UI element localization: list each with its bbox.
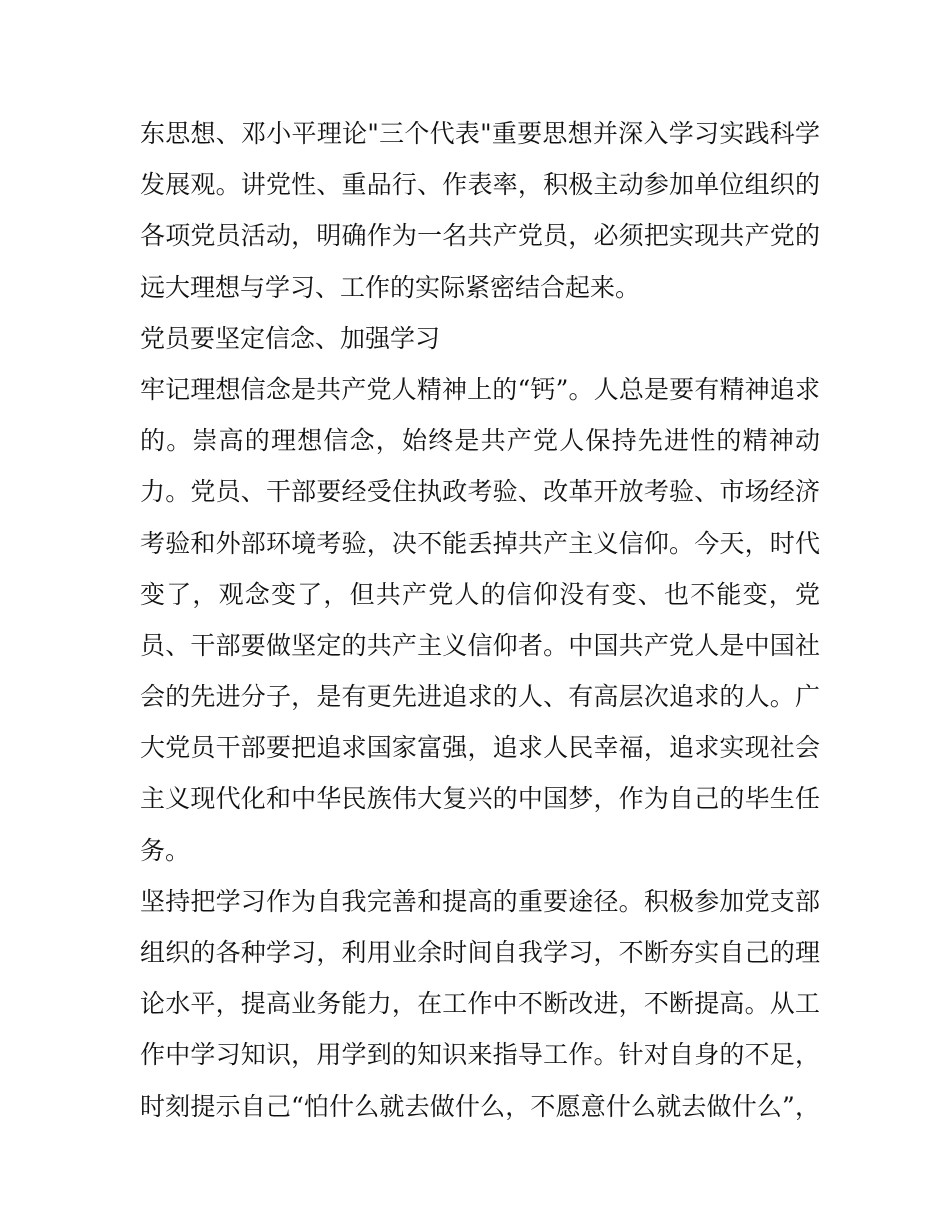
text-line: 牢记理想信念是共产党人精神上的“钙”。人总是要有精神追求 — [140, 374, 820, 404]
paragraph-3 — [140, 876, 820, 1132]
heading-text: 党员要坚定信念、加强学习 — [140, 323, 441, 353]
text-line: 主义现代化和中华民族伟大复兴的中国梦，作为自己的毕生任 — [140, 784, 820, 814]
text-line: 各项党员活动，明确作为一名共产党员，必须把实现共产党的 — [140, 221, 820, 251]
text-line: 变了，观念变了，但共产党人的信仰没有变、也不能变，党 — [140, 579, 820, 609]
text-line: 务。 — [140, 835, 191, 865]
text-line: 远大理想与学习、工作的实际紧密结合起来。 — [140, 272, 641, 302]
paragraph-1 — [140, 108, 820, 313]
text-line: 的。崇高的理想信念，始终是共产党人保持先进性的精神动 — [140, 426, 820, 456]
text-line: 力。党员、干部要经受住执政考验、改革开放考验、市场经济 — [140, 477, 820, 507]
document-body — [140, 108, 820, 1132]
text-line: 作中学习知识，用学到的知识来指导工作。针对自身的不足， — [140, 1040, 820, 1070]
text-line: 东思想、邓小平理论"三个代表"重要思想并深入学习实践科学 — [140, 119, 820, 148]
paragraph-2 — [140, 364, 820, 876]
text-line: 会的先进分子，是有更先进追求的人、有高层次追求的人。广 — [140, 682, 820, 712]
text-line: 考验和外部环境考验，决不能丢掉共产主义信仰。今天，时代 — [140, 528, 820, 558]
text-line: 大党员干部要把追求国家富强，追求人民幸福，追求实现社会 — [140, 733, 820, 763]
text-line: 坚持把学习作为自我完善和提高的重要途径。积极参加党支部 — [140, 886, 820, 916]
text-line: 论水平，提高业务能力，在工作中不断改进，不断提高。从工 — [140, 989, 820, 1019]
section-heading — [140, 313, 820, 364]
text-line: 时刻提示自己“怕什么就去做什么，不愿意什么就去做什么”， — [140, 1091, 820, 1121]
text-line: 员、干部要做坚定的共产主义信仰者。中国共产党人是中国社 — [140, 630, 820, 660]
text-line: 发展观。讲党性、重品行、作表率，积极主动参加单位组织的 — [140, 170, 820, 200]
text-line: 组织的各种学习，利用业余时间自我学习，不断夯实自己的理 — [140, 938, 820, 967]
